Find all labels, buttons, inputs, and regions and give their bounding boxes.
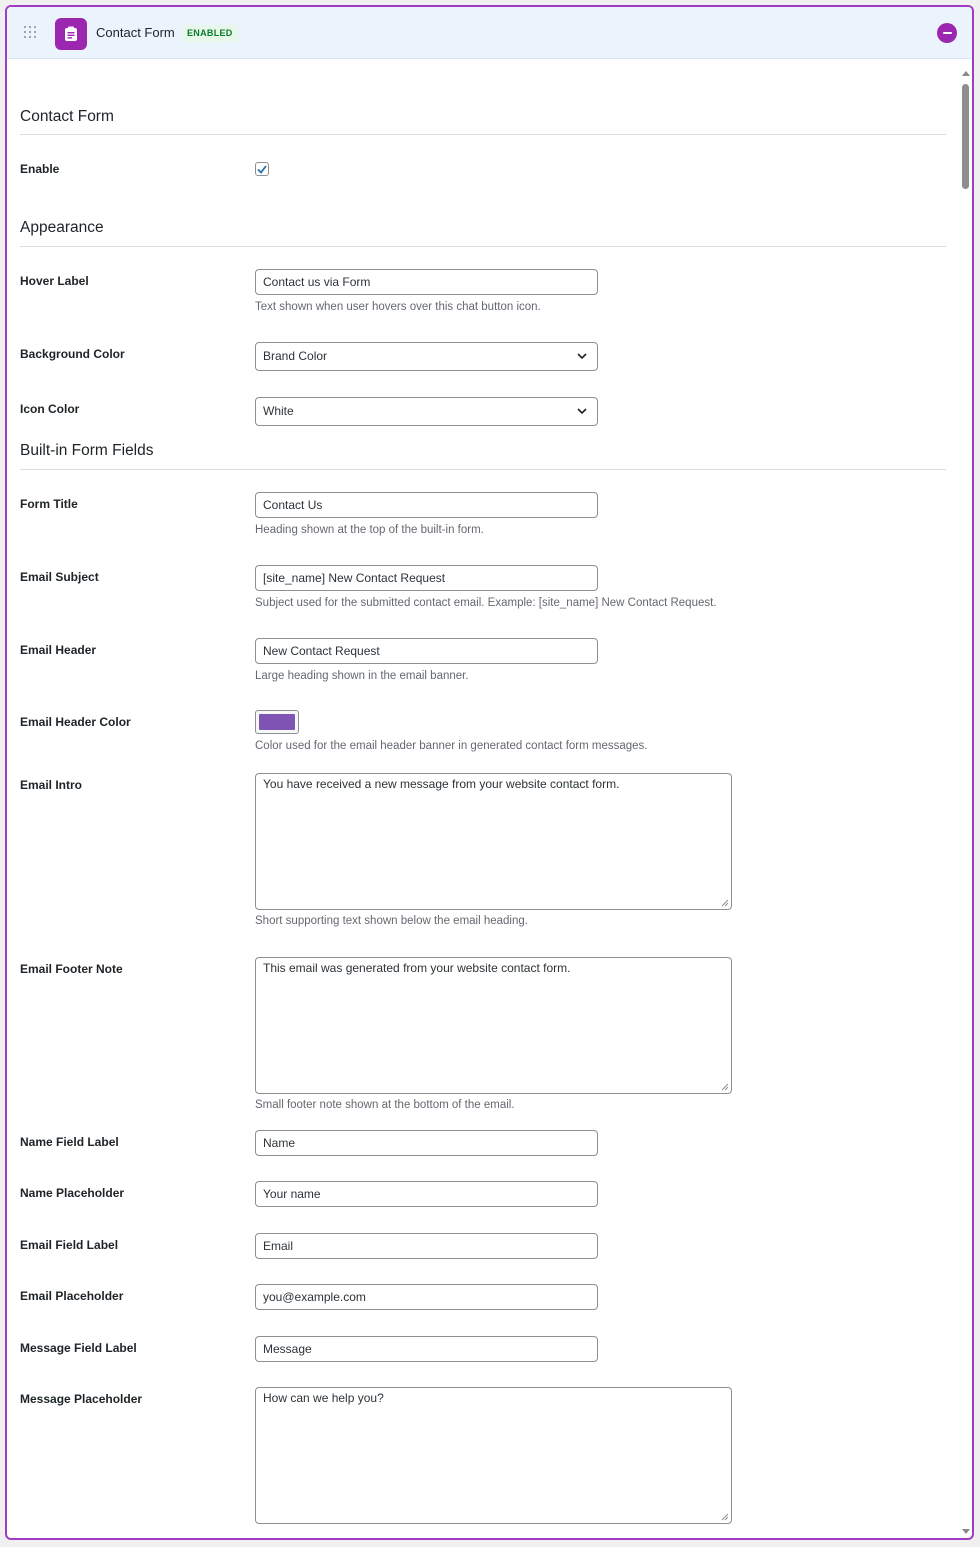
email-footer-note-textarea[interactable] <box>255 957 732 1094</box>
email-intro-help: Short supporting text shown below the email heading. <box>255 915 528 927</box>
email-field-label-label: Email Field Label <box>20 1238 119 1252</box>
settings-body <box>7 64 972 1538</box>
message-field-label-label: Message Field Label <box>20 1341 137 1355</box>
chevron-down-icon <box>577 406 587 416</box>
enable-checkbox[interactable] <box>255 162 269 176</box>
section-heading-appearance: Appearance <box>20 219 104 236</box>
email-header-color-help: Color used for the email header banner in generated contact form messages. <box>255 740 648 752</box>
section-heading-built-in-form-fields: Built-in Form Fields <box>20 442 154 459</box>
form-title-label: Form Title <box>20 497 78 511</box>
message-field-label-input[interactable]: Message <box>255 1336 598 1362</box>
email-header-input[interactable]: New Contact Request <box>255 638 598 664</box>
clipboard-form-icon <box>55 18 87 50</box>
email-footer-note-help: Small footer note shown at the bottom of the email. <box>255 1099 515 1111</box>
divider <box>20 246 946 247</box>
email-subject-help: Subject used for the submitted contact email. Example: [site_name] New Contact Request. <box>255 597 717 609</box>
divider <box>20 469 946 470</box>
background-color-label: Background Color <box>20 347 125 361</box>
name-placeholder-input[interactable]: Your name <box>255 1181 598 1207</box>
hover-label-help: Text shown when user hovers over this chat button icon. <box>255 301 541 313</box>
resize-grip-icon[interactable] <box>721 1083 729 1091</box>
section-heading-contact-form: Contact Form <box>20 108 114 125</box>
divider <box>20 134 946 135</box>
email-intro-value: You have received a new message from your website contact form. <box>263 777 620 791</box>
message-placeholder-value: How can we help you? <box>263 1391 384 1405</box>
email-placeholder-input[interactable]: you@example.com <box>255 1284 598 1310</box>
scroll-up-icon[interactable] <box>962 71 970 76</box>
icon-color-label: Icon Color <box>20 402 80 416</box>
drag-handle-icon[interactable] <box>24 26 38 40</box>
icon-color-select[interactable] <box>255 397 598 426</box>
scroll-down-icon[interactable] <box>962 1529 970 1534</box>
background-color-value: Brand Color <box>263 349 328 363</box>
enable-label: Enable <box>20 162 60 176</box>
contact-form-panel <box>5 5 974 1540</box>
email-footer-note-label: Email Footer Note <box>20 962 123 976</box>
email-intro-textarea[interactable] <box>255 773 732 910</box>
panel-title: Contact Form <box>96 25 175 40</box>
email-footer-note-value: This email was generated from your website contact form. <box>263 961 571 975</box>
email-header-label: Email Header <box>20 643 97 657</box>
email-header-help: Large heading shown in the email banner. <box>255 670 469 682</box>
icon-color-value: White <box>263 404 294 418</box>
email-header-color-label: Email Header Color <box>20 715 131 729</box>
resize-grip-icon[interactable] <box>721 1513 729 1521</box>
email-field-label-input[interactable]: Email <box>255 1233 598 1259</box>
email-header-color-picker[interactable] <box>255 710 299 734</box>
chevron-down-icon <box>577 351 587 361</box>
status-badge: ENABLED <box>182 25 238 42</box>
message-placeholder-label: Message Placeholder <box>20 1392 143 1406</box>
color-swatch <box>259 714 295 730</box>
name-field-label-input[interactable]: Name <box>255 1130 598 1156</box>
email-subject-input[interactable]: [site_name] New Contact Request <box>255 565 598 591</box>
form-title-input[interactable]: Contact Us <box>255 492 598 518</box>
message-placeholder-textarea[interactable] <box>255 1387 732 1524</box>
form-title-help: Heading shown at the top of the built-in form. <box>255 524 484 536</box>
hover-label-label: Hover Label <box>20 274 89 288</box>
name-placeholder-label: Name Placeholder <box>20 1186 125 1200</box>
minus-circle-icon[interactable] <box>937 23 957 43</box>
email-subject-label: Email Subject <box>20 570 99 584</box>
name-field-label-label: Name Field Label <box>20 1135 119 1149</box>
email-placeholder-label: Email Placeholder <box>20 1289 124 1303</box>
vertical-scrollbar[interactable] <box>958 64 972 1538</box>
resize-grip-icon[interactable] <box>721 899 729 907</box>
panel-header[interactable] <box>7 7 972 59</box>
hover-label-input[interactable]: Contact us via Form <box>255 269 598 295</box>
background-color-select[interactable] <box>255 342 598 371</box>
scrollbar-thumb[interactable] <box>962 84 969 189</box>
email-intro-label: Email Intro <box>20 778 83 792</box>
